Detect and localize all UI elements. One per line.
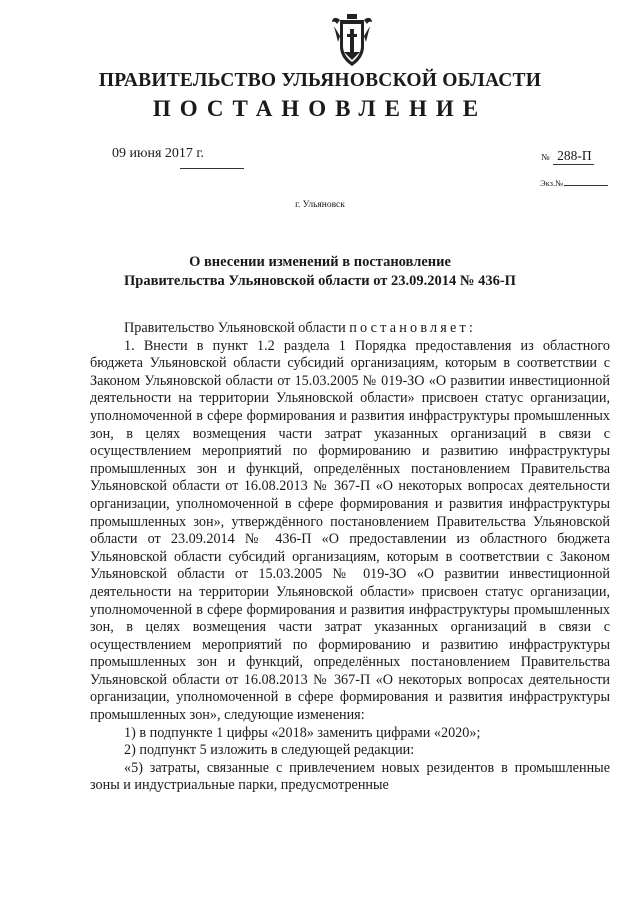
document-body [90,320,610,795]
coat-of-arms-emblem [328,12,376,68]
title-line-1: О внесении изменений в постановление [189,254,451,270]
city: г. Ульяновск [295,200,345,210]
title-line-2: Правительства Ульяновской области от 23.09.2014 № 436-П [124,273,516,289]
government-name: ПРАВИТЕЛЬСТВО УЛЬЯНОВСКОЙ ОБЛАСТИ [98,70,542,91]
date-underline [180,168,244,169]
paragraph-4: «5) затраты, связанные с привлечением новых резидентов в промышленные зоны и индустриальные парки, предусмотренные [90,759,610,794]
intro-spaced-verb: постановляет: [349,320,477,336]
copy-label: Экз.№ [540,178,564,188]
document-number [541,148,594,165]
intro-paragraph [90,320,610,338]
number-sign: № [541,152,550,162]
document-date: 09 июня 2017 г. [112,146,205,161]
copy-underline [564,185,608,186]
paragraph-1: 1. Внести в пункт 1.2 раздела 1 Порядка предоставления из областного бюджета Ульяновской области субсидий организациям, которым в соответствии с Законом Ульяновской области от 15.03.2005 № 019-ЗО «О развитии инвестиционной деятельности на территории Ульяновской области» присвоен статус организации, уполномоченной в сфере формирования и развития инфраструктуры промышленных зон, в целях возмещения части затрат указанных организаций в связи с осуществлением мероприятий по формированию и развитию инфраструктуры промышленных зон и функций, определённых постановлением Правительства Ульяновской области от 16.08.2013 № 367-П «О некоторых вопросах деятельности организации, уполномоченной в сфере формирования и развития инфраструктуры промышленных зон», утверждённого постановлением Правительства Ульяновской области от 23.09.2014 № 436-П «О предоставлении из областного бюджета Ульяновской области субсидий организациям, которым в соответствии с Законом Ульяновской области от 15.03.2005 № 019-ЗО «О развитии инвестиционной деятельности на территории Ульяновской области» присвоен статус организации, уполномоченной в сфере формирования и развития инфраструктуры промышленных зон, в целях возмещения части затрат указанных организаций в связи с осуществлением мероприятий по формированию и развитию инфраструктуры промышленных зон и функций, определённых постановлением Правительства Ульяновской области от 16.08.2013 № 367-П «О некоторых вопросах деятельности организации, уполномоченной в сфере формирования и развития инфраструктуры промышленных зон», следующие изменения: [90,337,610,724]
intro-text: Правительство Ульяновской области [124,320,346,336]
document-title [0,253,640,291]
paragraph-2: 1) в подпункте 1 цифры «2018» заменить цифрами «2020»; [124,724,481,741]
document-type: ПОСТАНОВЛЕНИЕ [152,96,488,121]
copy-number [540,178,608,188]
number-value: 288-П [553,148,594,165]
paragraph-3: 2) подпункт 5 изложить в следующей редакции: [124,742,415,759]
